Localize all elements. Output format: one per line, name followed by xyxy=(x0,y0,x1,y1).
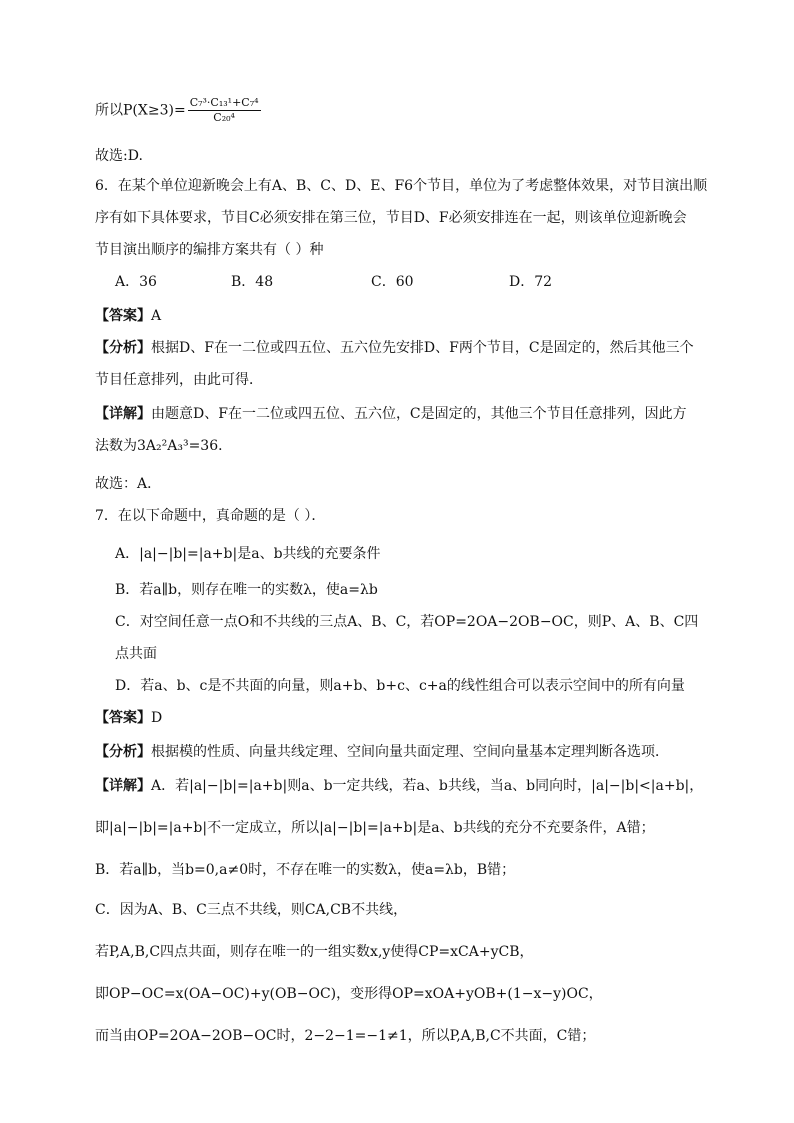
answer-tag: 【答案】 xyxy=(95,710,151,726)
answer-value: A xyxy=(151,308,162,324)
option-c: C．60 xyxy=(371,274,414,290)
analysis-tag: 【分析】 xyxy=(95,744,151,760)
formula-numerator: C₇³·C₁₃¹+C₇⁴ xyxy=(189,96,259,109)
option-a: A．|a|−|b|=|a+b|是a、b共线的充要条件 xyxy=(115,546,381,562)
text-line: 即|a|−|b|=|a+b|不一定成立，所以|a|−|b|=|a+b|是a、b共线的充分不充要条件，A错； xyxy=(95,820,655,836)
solution-text: 由题意D、F在一二位或四五位、五六位，C是固定的，其他三个节目任意排列，因此方 xyxy=(151,406,687,422)
answer-value: D xyxy=(151,710,163,726)
question-6-text: 6．在某个单位迎新晚会上有A、B、C、D、E、F6个节目，单位为了考虑整体效果，对节目演出顺 xyxy=(95,178,708,194)
option-b: B．若a∥b，则存在唯一的实数λ，使a=λb xyxy=(115,582,378,598)
option-b: B．48 xyxy=(231,274,274,290)
text-line: 点共面 xyxy=(115,646,157,662)
answer-tag: 【答案】 xyxy=(95,308,151,324)
option-d: D．若a、b、c是不共面的向量，则a+b、b+c、c+a的线性组合可以表示空间中的所有向量 xyxy=(115,678,685,694)
solution-text: A．若|a|−|b|=|a+b|则a、b一定共线，若a、b共线，当a、b同向时，|a|−|b|<|a+b|， xyxy=(151,778,704,794)
text-line: 故选:D. xyxy=(95,148,143,164)
formula-line xyxy=(95,96,261,125)
solution-line xyxy=(95,404,687,424)
options-row xyxy=(115,272,675,292)
text-line: 即OP−OC=x(OA−OC)+y(OB−OC)，变形得OP=xOA+yOB+(1−x−y)OC， xyxy=(95,986,603,1002)
text-line: 而当由OP=2OA−2OB−OC时，2−2−1=−1≠1，所以P,A,B,C不共面，C错； xyxy=(95,1028,596,1044)
text-line: 若P,A,B,C四点共面，则存在唯一的一组实数x,y使得CP=xCA+yCB， xyxy=(95,944,534,960)
option-a: A．36 xyxy=(115,274,157,290)
text-line: 法数为3A₂²A₃³=36． xyxy=(95,438,233,454)
answer-line xyxy=(95,306,161,326)
text-line: 节目任意排列，由此可得． xyxy=(95,372,263,388)
text-line: B．若a∥b，当b=0,a≠0时，不存在唯一的实数λ，使a=λb，B错； xyxy=(95,862,516,878)
answer-line xyxy=(95,708,162,728)
formula-fraction xyxy=(188,96,261,125)
text-line: 序有如下具体要求，节目C必须安排在第三位，节目D、F必须安排连在一起，则该单位迎新晚会 xyxy=(95,210,687,226)
text-line: C．因为A、B、C三点不共线，则CA,CB不共线， xyxy=(95,902,408,918)
question-7-text: 7．在以下命题中，真命题的是（ ）． xyxy=(95,508,326,524)
formula-denominator: C₂₀⁴ xyxy=(213,111,235,124)
text-line: 节目演出顺序的编排方案共有（ ）种 xyxy=(95,242,324,258)
formula-prefix: 所以P(X≥3)= xyxy=(95,102,186,119)
solution-tag: 【详解】 xyxy=(95,406,151,422)
option-c: C．对空间任意一点O和不共线的三点A、B、C，若OP=2OA−2OB−OC，则P、A、B、C四 xyxy=(115,614,699,630)
analysis-line xyxy=(95,338,694,358)
analysis-text: 根据D、F在一二位或四五位、五六位先安排D、F两个节目，C是固定的，然后其他三个 xyxy=(151,340,694,356)
solution-line xyxy=(95,776,703,796)
text-line: 故选：A． xyxy=(95,476,162,492)
analysis-tag: 【分析】 xyxy=(95,340,151,356)
solution-tag: 【详解】 xyxy=(95,778,151,794)
analysis-text: 根据模的性质、向量共线定理、空间向量共面定理、空间向量基本定理判断各选项． xyxy=(151,744,669,760)
analysis-line xyxy=(95,742,669,762)
option-d: D．72 xyxy=(509,274,553,290)
